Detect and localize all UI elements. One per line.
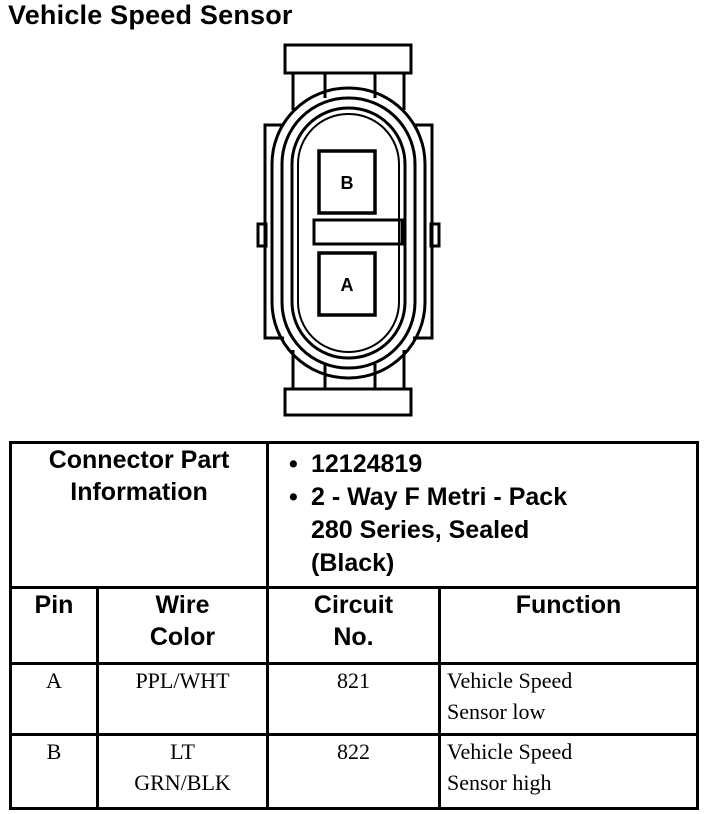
pin-a-function-line1: Vehicle Speed: [447, 668, 573, 693]
connector-part-label-line1: Connector Part: [48, 446, 230, 474]
table-row: [11, 664, 698, 735]
pin-b-label: B: [340, 173, 354, 193]
connector-part-label-line2: Information: [70, 478, 208, 506]
connector-type-item: [311, 481, 696, 580]
pin-b-cell: B: [11, 735, 98, 809]
pin-a-wire-color-line1: PPL/WHT: [135, 668, 230, 693]
pin-a-circuit: 821: [268, 664, 440, 735]
pin-b-wire-color-line1: LT: [170, 739, 195, 764]
header-function: [440, 588, 698, 664]
connector-top-tab: [285, 45, 411, 73]
header-circuit-line1: Circuit: [313, 591, 394, 619]
pin-b-function-line2: Sensor high: [447, 770, 552, 795]
pin-b-circuit: 822: [268, 735, 440, 809]
connector-part-row: [11, 443, 698, 588]
connector-middle-shell: [282, 98, 415, 368]
connector-divider: [314, 220, 402, 244]
header-wire-color: [98, 588, 268, 664]
connector-left-latch: [258, 224, 266, 246]
connector-inner-shell: [292, 108, 405, 358]
connector-type-line1: • 2 - Way F Metri - Pack: [311, 483, 568, 511]
header-wire-color-line2: Color: [149, 623, 216, 651]
part-number-item: [311, 448, 696, 481]
pin-a-function-line2: Sensor low: [447, 699, 546, 724]
pin-a-label: A: [340, 275, 354, 295]
header-function-line1: Function: [515, 591, 622, 619]
connector-right-latch: [431, 224, 439, 246]
header-pin-line1: Pin: [34, 591, 74, 619]
pin-a-cell: A: [11, 664, 98, 735]
header-pin: [11, 588, 98, 664]
table-row: [11, 735, 698, 809]
page-title: Vehicle Speed Sensor: [8, 0, 293, 30]
pin-a-wire-color: [98, 664, 268, 735]
connector-top-ribs: [293, 73, 404, 110]
connector-type-line3: (Black): [311, 549, 395, 577]
part-number: • 12124819: [311, 450, 423, 478]
header-circuit-line2: No.: [333, 623, 374, 651]
header-circuit: [268, 588, 440, 664]
connector-info-table: [9, 441, 699, 810]
pin-b-wire-color-line2: GRN/BLK: [134, 770, 231, 795]
pin-b-wire-color: [98, 735, 268, 809]
header-row: [11, 588, 698, 664]
connector-part-values: [268, 443, 698, 588]
connector-part-label: [11, 443, 268, 588]
connector-bottom-tab: [285, 389, 411, 415]
connector-type-line2: 280 Series, Sealed: [311, 516, 530, 544]
pin-b-function: [440, 735, 698, 809]
header-wire-color-line1: Wire: [155, 591, 210, 619]
pin-a-function: [440, 664, 698, 735]
pin-b-function-line1: Vehicle Speed: [447, 739, 573, 764]
